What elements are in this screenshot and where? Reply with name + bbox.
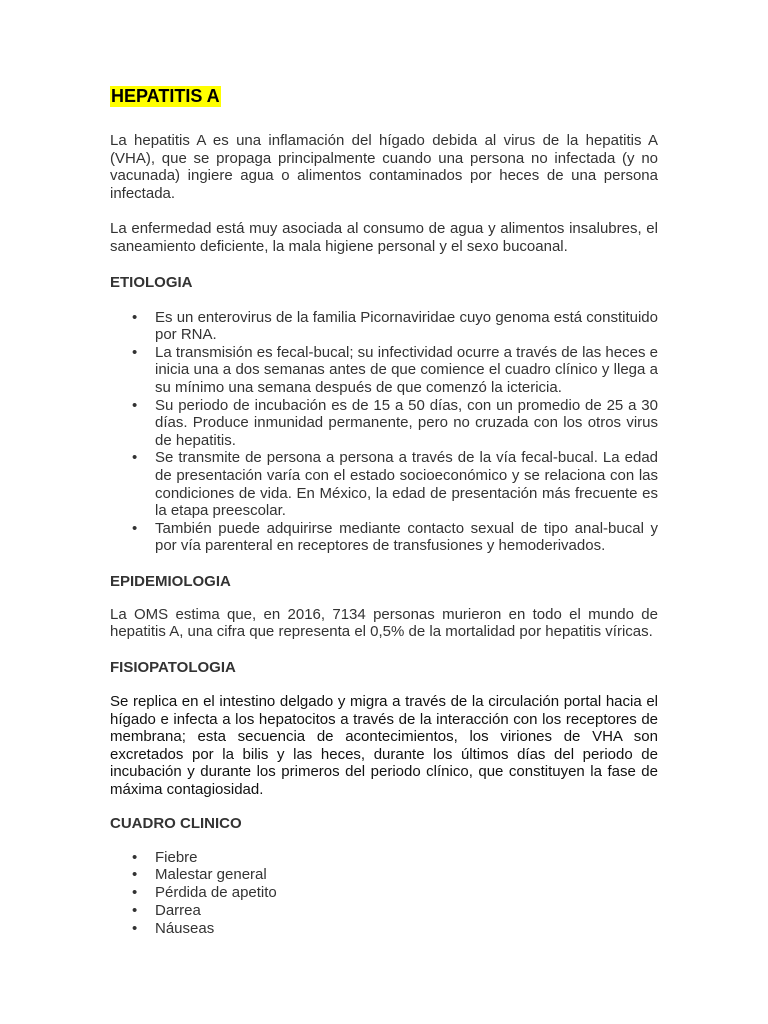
intro-paragraph-1: La hepatitis A es una inflamación del hígado debida al virus de la hepatitis A (VHA), que se propaga principalmente cuando una persona no infectada (y no vacunada) ingiere agua o alimentos contaminados por heces de una persona infectada.	[110, 132, 658, 202]
list-item: • Es un enterovirus de la familia Picornaviridae cuyo genoma está constituido por RNA.	[110, 309, 658, 344]
list-item: • Se transmite de persona a persona a través de la vía fecal-bucal. La edad de presentación varía con el estado socioeconómico y se relaciona con las condiciones de vida. En México, la edad de presentación más frecuente es la etapa preescolar.	[110, 449, 658, 519]
cuadro-clinico-list	[110, 849, 658, 938]
list-item: • Pérdida de apetito	[110, 884, 658, 902]
list-item: • Malestar general	[110, 866, 658, 884]
document-title: HEPATITIS A	[111, 86, 220, 106]
etiologia-list	[110, 309, 658, 555]
document-page	[110, 86, 658, 938]
cuadro-clinico-heading: CUADRO CLINICO	[110, 814, 242, 832]
epidemiologia-paragraph: La OMS estima que, en 2016, 7134 personas murieron en todo el mundo de hepatitis A, una cifra que representa el 0,5% de la mortalidad por hepatitis víricas.	[110, 605, 658, 641]
fisiopatologia-heading: FISIOPATOLOGIA	[110, 659, 236, 677]
etiologia-heading: ETIOLOGIA	[110, 273, 193, 291]
list-item: • Su periodo de incubación es de 15 a 50 días, con un promedio de 25 a 30 días. Produce inmunidad permanente, pero no cruzada con los otros virus de hepatitis.	[110, 397, 658, 450]
intro-paragraph-2: La enfermedad está muy asociada al consumo de agua y alimentos insalubres, el saneamiento deficiente, la mala higiene personal y el sexo bucoanal.	[110, 220, 658, 255]
list-item: • Náuseas	[110, 920, 658, 938]
list-item: • Fiebre	[110, 849, 658, 867]
list-item: • La transmisión es fecal-bucal; su infectividad ocurre a través de las heces e inicia una a dos semanas antes de que comience el cuadro clínico y llega a su mínimo una semana después de que comenzó la ictericia.	[110, 344, 658, 397]
fisiopatologia-paragraph: Se replica en el intestino delgado y migra a través de la circulación portal hacia el hígado e infecta a los hepatocitos a través de la interacción con los receptores de membrana; esta secuencia de acontecimientos, los viriones de VHA son excretados por la bilis y las heces, durante los últimos días del periodo de incubación y durante los primeros del periodo clínico, que constituyen la fase de máxima contagiosidad.	[110, 693, 658, 799]
list-item: • Darrea	[110, 902, 658, 920]
list-item: • También puede adquirirse mediante contacto sexual de tipo anal-bucal y por vía parenteral en receptores de transfusiones y hemoderivados.	[110, 520, 658, 555]
epidemiologia-heading: EPIDEMIOLOGIA	[110, 572, 231, 590]
